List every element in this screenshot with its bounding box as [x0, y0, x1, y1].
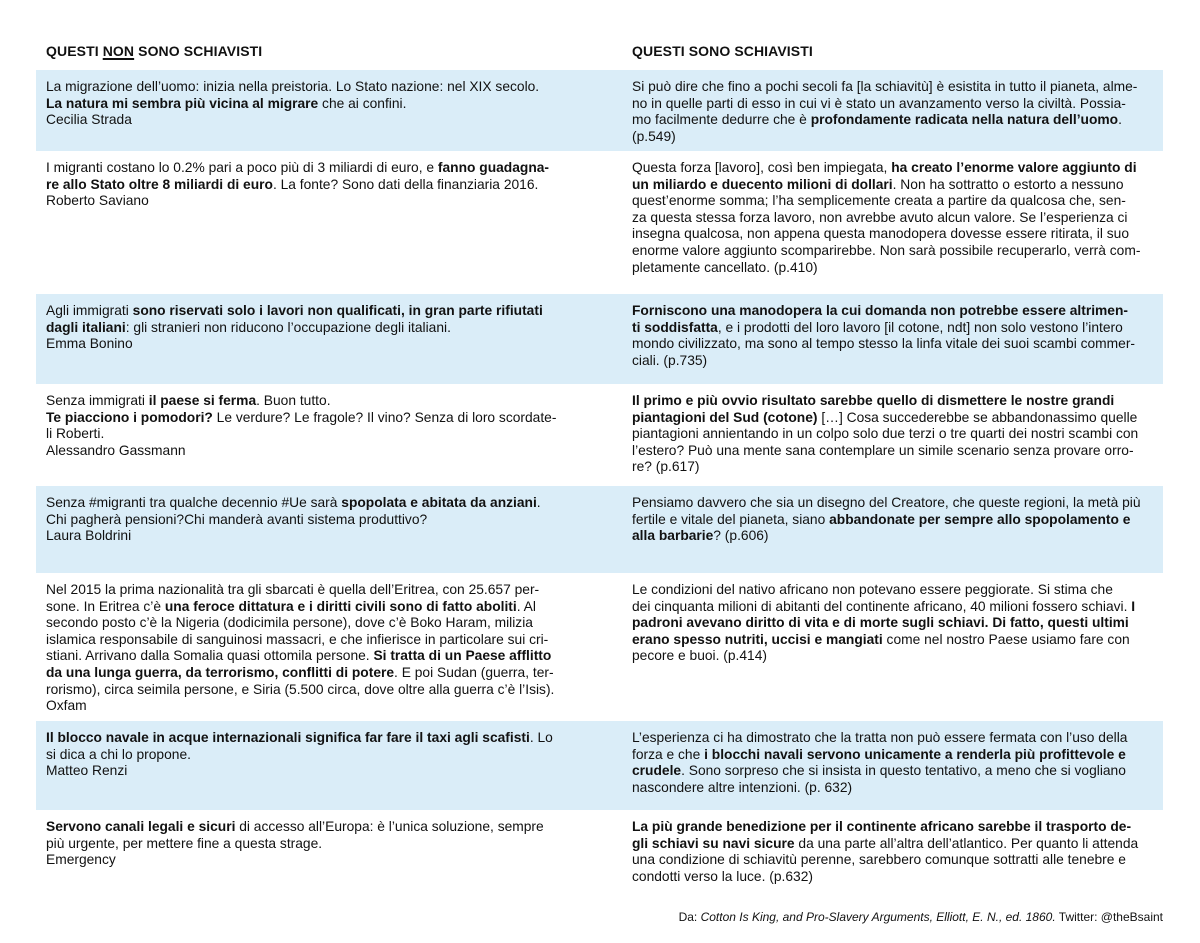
quote-non-schiavisti — [46, 393, 576, 459]
quote-line — [46, 632, 576, 649]
quote-text-bold: La più grande benedizione per il continente africano sarebbe il trasporto de- — [632, 819, 1132, 834]
quote-line — [632, 632, 1154, 649]
quote-text: . — [536, 495, 541, 510]
quote-text: secondo posto c’è la Nigeria (dodicimila persone), dove c’è Boko Haram, milizia — [46, 615, 533, 631]
quote-text: forza e che — [632, 746, 705, 762]
quote-text: La migrazione dell’uomo: inizia nella preistoria. Lo Stato nazione: nel XIX secolo. — [46, 79, 540, 94]
quote-line — [46, 599, 576, 616]
quote-line — [46, 303, 576, 320]
quote-text: . Non ha sottratto o estorto a nessuno — [892, 176, 1124, 192]
quote-line — [46, 819, 576, 836]
quote-line — [46, 393, 576, 410]
quote-line — [632, 193, 1154, 210]
quote-text: Emma Bonino — [46, 336, 133, 352]
quote-text: . E poi Sudan (guerra, ter- — [394, 664, 554, 680]
header-non-schiavisti: QUESTI NON SONO SCHIAVISTI — [46, 43, 263, 59]
quote-line — [632, 129, 1154, 146]
quote-text: una condizione di schiavitù perenne, sarebbero comunque sottratti alle tenebre e — [632, 852, 1126, 868]
quote-line — [632, 243, 1154, 260]
quote-text-bold: Te piacciono i pomodori? — [46, 409, 213, 425]
quote-row — [36, 810, 1163, 900]
quote-text: stiani. Arrivano dalla Somalia quasi ottomila persone. — [46, 648, 374, 664]
quote-line — [46, 582, 576, 599]
quote-line — [46, 336, 576, 353]
quote-text: . Al — [516, 598, 536, 614]
column-headers — [36, 0, 1163, 70]
quote-row — [36, 294, 1163, 384]
source-footer: Da: Cotton Is King, and Pro-Slavery Arguments, Elliott, E. N., ed. 1860. Twitter: @theBsaint — [678, 910, 1163, 924]
quote-text: pletamente cancellato. (p.410) — [632, 259, 818, 275]
quote-text-bold: padroni avevano diritto di vita e di morte sugli schiavi. Di fatto, questi ultimi — [632, 615, 1129, 631]
quote-text: Cecilia Strada — [46, 112, 132, 128]
quote-line — [632, 582, 1154, 599]
quote-non-schiavisti — [46, 730, 576, 780]
quote-text: , e i prodotti del loro lavoro [il cotone, ndt] non solo vestono l’intero — [717, 319, 1123, 335]
quote-text-bold: La natura mi sembra più vicina al migrare — [46, 95, 319, 111]
quote-line — [632, 869, 1154, 886]
quote-line — [632, 763, 1154, 780]
quote-text: Nel 2015 la prima nazionalità tra gli sbarcati è quella dell’Eritrea, con 25.657 per- — [46, 582, 540, 597]
quote-line — [632, 79, 1154, 96]
quote-row — [36, 384, 1163, 486]
quote-line — [632, 410, 1154, 427]
quote-text: sone. In Eritrea c’è — [46, 598, 165, 614]
quote-text-bold: gli schiavi su navi sicure — [632, 835, 795, 851]
quote-text: dei cinquanta milioni di abitanti del continente africano, 40 milioni fossero schiavi. — [632, 598, 1132, 614]
header-schiavisti: QUESTI SONO SCHIAVISTI — [632, 43, 813, 59]
quote-schiavisti — [632, 495, 1154, 545]
quote-line — [46, 160, 576, 177]
quote-line — [632, 528, 1154, 545]
quote-text-bold: Il primo e più ovvio risultato sarebbe quello di dismettere le nostre grandi — [632, 393, 1115, 408]
quote-line — [632, 819, 1154, 836]
quote-text: li Roberti. — [46, 426, 105, 442]
quote-line — [632, 112, 1154, 129]
quote-text-bold: piantagioni del Sud (cotone) — [632, 409, 818, 425]
quote-line — [46, 836, 576, 853]
quote-schiavisti — [632, 303, 1154, 369]
quote-text-bold: dagli italiani — [46, 319, 126, 335]
quote-text: l’estero? Può una mente sana contemplare un simile scenario senza provare orro- — [632, 442, 1134, 458]
quote-text: nascondere altre intenzioni. (p. 632) — [632, 779, 853, 795]
quote-schiavisti — [632, 160, 1154, 276]
quote-line — [46, 682, 576, 699]
quote-row — [36, 70, 1163, 151]
quote-text-bold: sono riservati solo i lavori non qualificati, in gran parte rifiutati — [132, 303, 543, 318]
quote-non-schiavisti — [46, 79, 576, 129]
quote-text: da una parte all’altra dell’atlantico. Per quanto li attenda — [794, 835, 1139, 851]
quote-text: si dica a chi lo propone. — [46, 746, 191, 762]
quote-line — [46, 763, 576, 780]
quote-text: Senza immigrati — [46, 393, 149, 408]
quote-line — [632, 226, 1154, 243]
quote-text-bold: spopolata e abitata da anziani — [341, 495, 537, 510]
source-title: Cotton Is King, and Pro-Slavery Arguments, Elliott, E. N., ed. 1860. — [700, 910, 1056, 924]
quote-text: . Buon tutto. — [256, 393, 331, 408]
quote-text: Laura Boldrini — [46, 528, 132, 544]
quote-text: come nel nostro Paese usiamo fare con — [882, 631, 1130, 647]
quote-text-bold: ha creato l’enorme valore aggiunto di — [891, 160, 1137, 175]
quote-line — [632, 836, 1154, 853]
quote-line — [632, 730, 1154, 747]
quote-schiavisti — [632, 730, 1154, 796]
quote-line — [632, 615, 1154, 632]
quote-line — [632, 648, 1154, 665]
quote-text-bold: fanno guadagna- — [437, 160, 550, 175]
quote-text-bold: da una lunga guerra, da terrorismo, conflitti di potere — [46, 664, 395, 680]
quote-line — [46, 648, 576, 665]
quote-line — [46, 193, 576, 210]
quote-text: più urgente, per mettere fine a questa strage. — [46, 835, 323, 851]
quote-text: rorismo), circa seimila persone, e Siria (5.500 circa, dove oltre alla guerra c’è l’Isis). — [46, 681, 555, 697]
quote-text: : gli stranieri non riducono l’occupazione degli italiani. — [125, 319, 451, 335]
quote-text: Le verdure? Le fragole? Il vino? Senza di loro scordate- — [212, 409, 557, 425]
quote-text: ciali. (p.735) — [632, 352, 708, 368]
quote-text: Oxfam — [46, 698, 87, 714]
quote-text-bold: I — [1131, 598, 1136, 614]
quote-non-schiavisti — [46, 303, 576, 353]
quote-text: Le condizioni del nativo africano non potevano essere peggiorate. Si stima che — [632, 582, 1113, 597]
quote-text: Senza #migranti tra qualche decennio #Ue sarà — [46, 495, 342, 510]
quote-text: . La fonte? Sono dati della finanziaria 2016. — [272, 176, 539, 192]
quote-text: Emergency — [46, 852, 116, 868]
quote-line — [632, 393, 1154, 410]
quote-text: ? (p.606) — [713, 528, 769, 544]
quote-text: islamica responsabile di sanguinosi massacri, e che infierisce in particolare sui cri- — [46, 631, 549, 647]
quote-text-bold: una feroce dittatura e i diritti civili sono di fatto aboliti — [164, 598, 517, 614]
quote-text-bold: re allo Stato oltre 8 miliardi di euro — [46, 176, 273, 192]
quote-text: mondo civilizzato, ma sono al tempo stesso la linfa vitale dei suoi scambi commer- — [632, 336, 1136, 352]
quote-line — [46, 79, 576, 96]
quote-text: Matteo Renzi — [46, 763, 128, 779]
quote-text: Alessandro Gassmann — [46, 442, 186, 458]
quote-text: no in quelle parti di esso in cui vi è stato un avanzamento verso la civiltà. Possia- — [632, 95, 1126, 111]
quote-line — [46, 698, 576, 715]
quote-text: Si può dire che fino a pochi secoli fa [la schiavitù] è esistita in tutto il pianeta, alme- — [632, 79, 1138, 94]
quote-text: . Lo — [529, 730, 553, 745]
quote-line — [46, 747, 576, 764]
quote-line — [632, 353, 1154, 370]
quote-text: mo facilmente dedurre che è — [632, 112, 811, 128]
quote-line — [46, 112, 576, 129]
quote-line — [632, 260, 1154, 277]
quote-non-schiavisti — [46, 160, 576, 210]
quote-line — [632, 426, 1154, 443]
quote-schiavisti — [632, 393, 1154, 476]
quote-line — [46, 410, 576, 427]
quote-line — [632, 495, 1154, 512]
quote-non-schiavisti — [46, 495, 576, 545]
quote-text-bold: abbandonate per sempre allo spopolamento e — [829, 511, 1131, 527]
quote-text-bold: Si tratta di un Paese afflitto — [373, 648, 552, 664]
quote-text: . — [1118, 112, 1122, 128]
quote-row — [36, 151, 1163, 294]
quote-line — [632, 177, 1154, 194]
quote-line — [632, 459, 1154, 476]
quote-text-bold: crudele — [632, 763, 682, 779]
quote-row — [36, 573, 1163, 721]
quote-text: Chi pagherà pensioni?Chi manderà avanti sistema produttivo? — [46, 511, 428, 527]
quote-non-schiavisti — [46, 819, 576, 869]
quote-text: L’esperienza ci ha dimostrato che la tratta non può essere fermata con l’uso della — [632, 730, 1128, 745]
quote-text-bold: il paese si ferma — [148, 393, 257, 408]
quote-text: che ai confini. — [318, 95, 407, 111]
quote-line — [632, 780, 1154, 797]
quote-text: re? (p.617) — [632, 459, 700, 475]
quote-schiavisti — [632, 582, 1154, 665]
quote-text-bold: alla barbarie — [632, 528, 714, 544]
quote-text-bold: un miliardo e duecento milioni di dollari — [632, 176, 893, 192]
quote-line — [632, 96, 1154, 113]
quote-text: (p.549) — [632, 128, 676, 144]
quote-text-bold: Servono canali legali e sicuri — [46, 819, 236, 834]
quote-line — [46, 512, 576, 529]
quote-line — [46, 665, 576, 682]
quote-text: Agli immigrati — [46, 303, 133, 318]
header-emphasis-non: NON — [102, 43, 135, 59]
quote-line — [46, 495, 576, 512]
quote-text: enorme valore aggiunto scomparirebbe. Non sarà possibile recuperarlo, verrà com- — [632, 242, 1141, 258]
quote-text: Pensiamo davvero che sia un disegno del Creatore, che queste regioni, la metà più — [632, 495, 1141, 510]
quote-line — [632, 747, 1154, 764]
quote-text-bold: ti soddisfatta — [632, 319, 718, 335]
quote-line — [46, 615, 576, 632]
quote-line — [46, 443, 576, 460]
quote-line — [46, 177, 576, 194]
quote-text: insegna qualcosa, non appena questa manodopera dovesse essere ritirata, il suo — [632, 226, 1130, 242]
quote-text-bold: erano spesso nutriti, uccisi e mangiati — [632, 631, 883, 647]
quote-line — [632, 852, 1154, 869]
quote-line — [46, 96, 576, 113]
quote-text: za questa stessa forza lavoro, non avrebbe avuto alcun valore. Se l’esperienza ci — [632, 209, 1128, 225]
quote-line — [46, 730, 576, 747]
quote-text: di accesso all’Europa: è l’unica soluzione, sempre — [235, 819, 544, 834]
quote-text-bold: Il blocco navale in acque internazionali significa far fare il taxi agli scafisti — [46, 730, 530, 745]
quote-line — [632, 160, 1154, 177]
quote-schiavisti — [632, 79, 1154, 145]
quote-text-bold: Forniscono una manodopera la cui domanda non potrebbe essere altrimen- — [632, 303, 1129, 318]
quote-text-bold: i blocchi navali servono unicamente a renderla più profittevole e — [704, 746, 1126, 762]
quote-text-bold: profondamente radicata nella natura dell’uomo — [810, 112, 1119, 128]
quote-text: quest’enorme somma; l’ha semplicemente creata a partire da qualcosa che, sen- — [632, 193, 1126, 209]
quote-text: I migranti costano lo 0.2% pari a poco più di 3 miliardi di euro, e — [46, 160, 438, 175]
quote-text: condotti verso la luce. (p.632) — [632, 868, 813, 884]
quote-line — [632, 210, 1154, 227]
quote-non-schiavisti — [46, 582, 576, 715]
quote-line — [46, 320, 576, 337]
quote-line — [632, 320, 1154, 337]
quote-text: Questa forza [lavoro], così ben impiegata, — [632, 160, 892, 175]
quote-schiavisti — [632, 819, 1154, 885]
quote-line — [46, 528, 576, 545]
quote-text: pecore e buoi. (p.414) — [632, 648, 767, 664]
quote-row — [36, 721, 1163, 810]
quote-text: piantagioni annientando in un colpo solo due terzi o tre quarti dei nostri scambi con — [632, 426, 1139, 442]
quote-line — [632, 336, 1154, 353]
quote-line — [632, 303, 1154, 320]
quote-line — [632, 443, 1154, 460]
quote-text: Roberto Saviano — [46, 193, 149, 209]
quote-line — [632, 512, 1154, 529]
quote-line — [46, 426, 576, 443]
quote-text: . Sono sorpreso che si insista in questo tentativo, a meno che si vogliano — [681, 763, 1126, 779]
quote-line — [46, 852, 576, 869]
quote-text: fertile e vitale del pianeta, siano — [632, 511, 830, 527]
quote-line — [632, 599, 1154, 616]
quote-row — [36, 486, 1163, 573]
quote-text: […] Cosa succederebbe se abbandonassimo quelle — [817, 409, 1138, 425]
